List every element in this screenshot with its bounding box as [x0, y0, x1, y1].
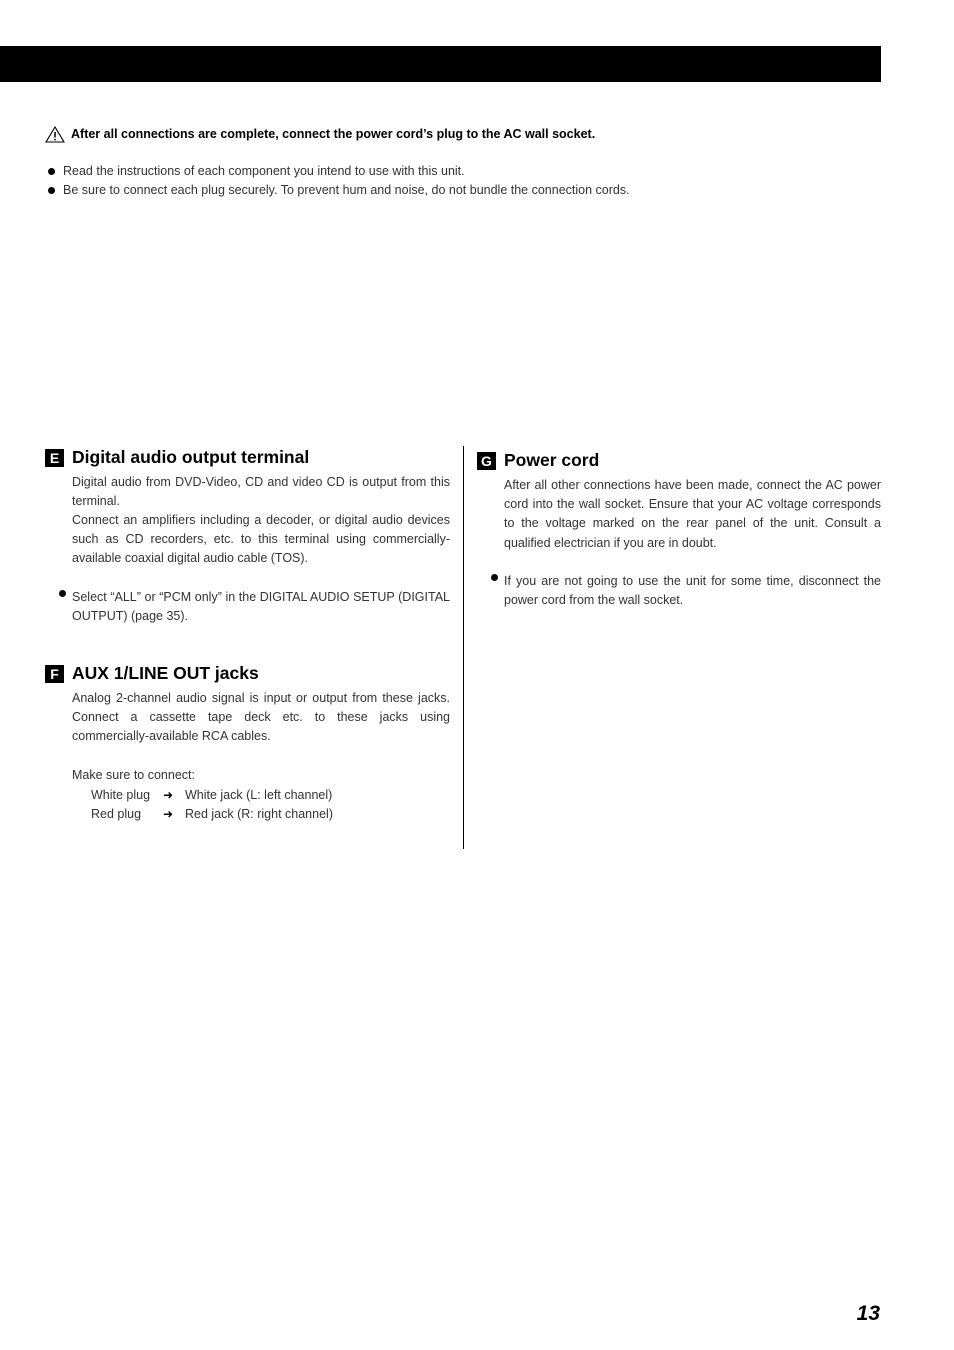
arrow-right-icon: ➜ — [163, 806, 174, 821]
section-e-paragraph-2: Connect an amplifiers including a decoder, or digital audio devices such as CD recorders, etc. to this terminal using commercially-available coaxial digital audio cable (TOS). — [72, 513, 450, 566]
section-letter-e: E — [45, 449, 64, 467]
bullet-icon — [59, 590, 66, 597]
note-item — [48, 183, 630, 197]
bullet-icon — [491, 574, 498, 581]
warning-note — [45, 124, 905, 144]
plug-label: White plug — [91, 787, 151, 802]
section-g-paragraph-1: After all other connections have been made, connect the AC power cord into the wall socket. Ensure that your AC voltage corresponds to the voltage marked on the rear panel of the unit. Consult a qualified electrician if you are in doubt. — [504, 478, 881, 550]
section-e-heading — [45, 447, 309, 468]
section-letter-f: F — [45, 665, 64, 683]
page-number: 13 — [856, 1302, 880, 1325]
connect-intro: Make sure to connect: — [72, 768, 195, 782]
section-g-bullet-text: If you are not going to use the unit for some time, disconnect the power cord from the wall socket. — [504, 574, 881, 608]
warning-text: After all connections are complete, connect the power cord’s plug to the AC wall socket. — [71, 127, 596, 141]
section-f-title: AUX 1/LINE OUT jacks — [72, 663, 259, 683]
section-e-title: Digital audio output terminal — [72, 447, 310, 467]
section-e-paragraph-1: Digital audio from DVD-Video, CD and video CD is output from this terminal. — [72, 475, 450, 509]
plug-label: Red plug — [91, 806, 142, 821]
section-letter-g: G — [477, 452, 496, 470]
section-e-bullet-text: Select “ALL” or “PCM only” in the DIGITAL AUDIO SETUP (DIGITAL OUTPUT) (page 35). — [72, 590, 450, 624]
connection-row — [91, 785, 332, 804]
note-item — [48, 164, 465, 178]
column-divider — [463, 446, 464, 849]
section-f-paragraph-1: Analog 2-channel audio signal is input or output from these jacks. Connect a cassette tape deck etc. to these jacks using commercially-available RCA cables. — [72, 691, 450, 744]
header-bar — [0, 46, 881, 82]
section-g-bullet — [504, 572, 881, 610]
section-g-heading — [477, 450, 599, 471]
jack-label: White jack (L: left channel) — [185, 787, 333, 802]
note-text: Read the instructions of each component you intend to use with this unit. — [63, 164, 465, 178]
bullet-icon — [48, 187, 55, 194]
warning-triangle-icon — [45, 126, 65, 143]
connection-row — [91, 804, 333, 823]
jack-label: Red jack (R: right channel) — [185, 806, 333, 821]
bullet-icon — [48, 168, 55, 175]
note-text: Be sure to connect each plug securely. To prevent hum and noise, do not bundle the connection cords. — [63, 183, 630, 197]
section-g-title: Power cord — [504, 450, 600, 470]
arrow-right-icon: ➜ — [163, 787, 174, 802]
section-e-bullet — [72, 588, 450, 626]
section-f-heading — [45, 663, 259, 684]
